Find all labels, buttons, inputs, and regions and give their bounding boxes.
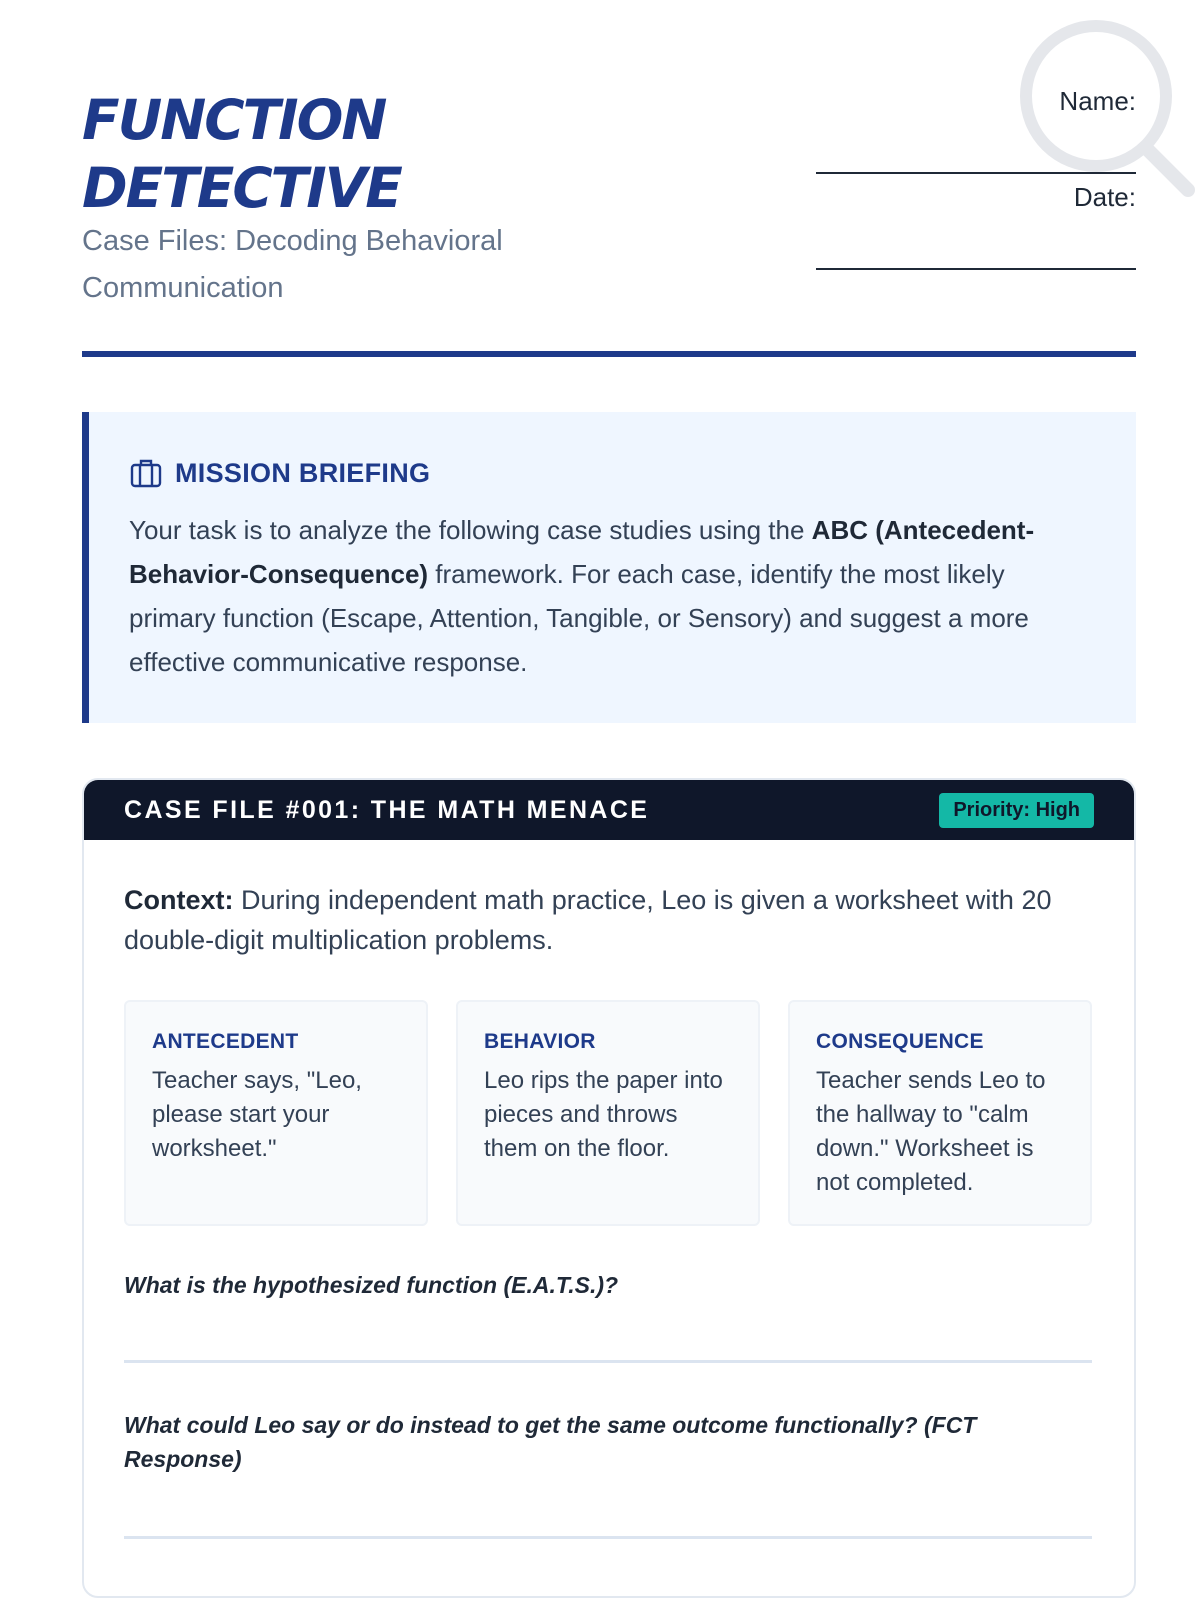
behavior-text: Leo rips the paper into pieces and throws them on the floor. (484, 1067, 723, 1162)
context-text: During independent math practice, Leo is given a worksheet with 20 double-digit multiplication problems. (124, 885, 1052, 955)
antecedent-text: Teacher says, "Leo, please start your worksheet." (152, 1067, 362, 1162)
date-field[interactable] (806, 174, 1136, 270)
student-info (806, 78, 1136, 270)
briefing-heading (129, 452, 1092, 494)
briefing-text (129, 508, 1092, 684)
answer-line-fct[interactable] (124, 1536, 1092, 1539)
consequence-text: Teacher sends Leo to the hallway to "calm down." Worksheet is not completed. (816, 1067, 1046, 1196)
title-line-1: FUNCTION (82, 88, 386, 152)
briefcase-icon (129, 456, 163, 490)
briefing-text-start: Your task is to analyze the following case studies using the (129, 515, 812, 545)
priority-badge: Priority: High (939, 793, 1094, 828)
antecedent-box (124, 1000, 428, 1226)
question-function (124, 1268, 1092, 1302)
worksheet-page (82, 0, 1136, 1600)
name-label: Name: (1059, 86, 1136, 116)
date-blank[interactable] (816, 224, 1136, 270)
page-subtitle: Case Files: Decoding Behavioral Communication (82, 225, 503, 304)
consequence-box (788, 1000, 1092, 1226)
mission-briefing (82, 412, 1136, 723)
question-fct-text: What could Leo say or do instead to get the same outcome functionally? (FCT Response) (124, 1412, 977, 1472)
abc-grid (124, 1000, 1092, 1226)
title-line-2: DETECTIVE (82, 156, 401, 220)
case-file-card (82, 778, 1136, 1598)
case-file-header (84, 780, 1134, 840)
date-label: Date: (1073, 182, 1136, 212)
antecedent-label: ANTECEDENT (152, 1030, 299, 1053)
name-field[interactable] (806, 78, 1136, 174)
case-context (124, 880, 1084, 960)
question-fct (124, 1408, 1092, 1476)
consequence-label: CONSEQUENCE (816, 1030, 984, 1053)
briefing-text-end: framework. For each case, identify the most likely primary function (Escape, Attention, Tangible, or Sensory) and suggest a more effective communicative response. (129, 559, 1029, 677)
worksheet-header (82, 78, 1136, 358)
question-function-text: What is the hypothesized function (E.A.T.S.)? (124, 1272, 619, 1298)
briefing-title: MISSION BRIEFING (175, 457, 431, 488)
behavior-box (456, 1000, 760, 1226)
context-label: Context: (124, 885, 234, 915)
page-title (82, 86, 401, 222)
header-divider (82, 351, 1136, 357)
case-file-title: CASE FILE #001: THE MATH MENACE (124, 795, 650, 824)
answer-line-function[interactable] (124, 1360, 1092, 1363)
behavior-label: BEHAVIOR (484, 1030, 596, 1053)
briefing-text-bold: ABC (Antecedent-Behavior-Consequence) (129, 515, 1035, 589)
name-blank[interactable] (816, 128, 1136, 174)
